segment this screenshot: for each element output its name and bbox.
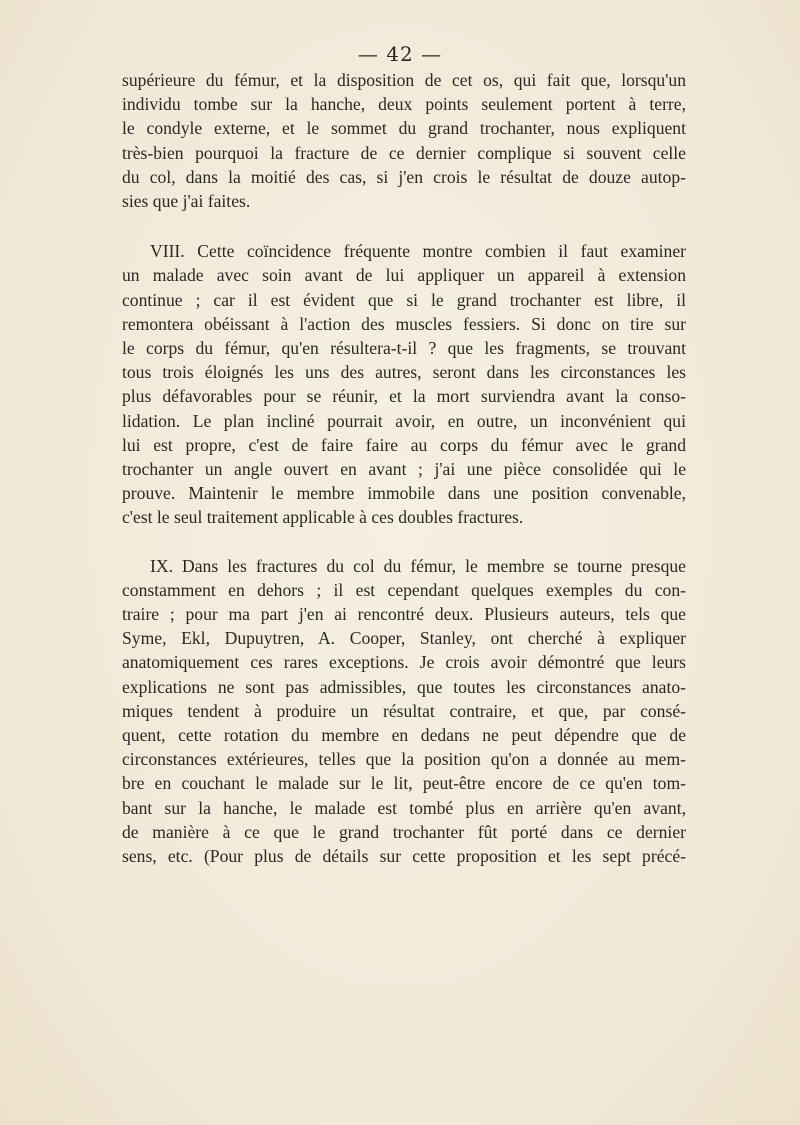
text-line: supérieure du fémur, et la disposition de cet os, qui fait que, lorsqu'un [122,70,686,90]
text-line: anatomiquement ces rares exceptions. Je crois avoir démontré que leurs [122,652,686,673]
text-line: lui est propre, c'est de faire faire au corps du fémur avec le grand [122,434,686,455]
text-line: un malade avec soin avant de lui appliquer un appareil à extension [122,265,686,286]
paragraph-ix [122,554,686,869]
text-line: très-bien pourquoi la fracture de ce dernier complique si souvent celle [122,142,686,163]
text-line: de manière à ce que le grand trochanter fût porté dans ce dernier [122,821,686,842]
text-line: continue ; car il est évident que si le grand trochanter est libre, il [122,289,686,310]
text-line: individu tombe sur la hanche, deux points seulement portent à terre, [122,94,686,115]
paragraph-viii [122,239,686,529]
text-line: VIII. Cette coïncidence fréquente montre combien il faut examiner [150,241,686,262]
text-line: remontera obéissant à l'action des muscles fessiers. Si donc on tire sur [122,313,686,334]
paragraph-1 [122,68,686,213]
page-number: — 42 — [357,42,443,66]
text-line: tous trois éloignés les uns des autres, seront dans les circonstances les [122,362,686,383]
text-line: miques tendent à produire un résultat contraire, et que, par consé- [122,700,686,721]
body-text [122,68,686,868]
text-line: sens, etc. (Pour plus de détails sur cette proposition et les sept précé- [122,846,686,867]
text-line: circonstances extérieures, telles que la position qu'on a donnée au mem- [122,749,686,770]
text-line: le corps du fémur, qu'en résultera-t-il ? que les fragments, se trouvant [122,338,686,359]
text-line: trochanter un angle ouvert en avant ; j'ai une pièce consolidée qui le [122,459,686,480]
text-line: traire ; pour ma part j'en ai rencontré deux. Plusieurs auteurs, tels que [122,604,686,625]
text-line: explications ne sont pas admissibles, que toutes les circonstances anato- [122,676,686,697]
text-line: Syme, Ekl, Dupuytren, A. Cooper, Stanley, ont cherché à expliquer [122,628,686,649]
text-line: quent, cette rotation du membre en dedans ne peut dépendre que de [122,725,686,746]
text-line: prouve. Maintenir le membre immobile dans une position convenable, [122,483,686,504]
text-line: constamment en dehors ; il est cependant quelques exemples du con- [122,579,686,600]
text-line: lidation. Le plan incliné pourrait avoir, en outre, un inconvénient qui [122,410,686,431]
text-line: c'est le seul traitement applicable à ces doubles fractures. [122,507,524,528]
text-line: bant sur la hanche, le malade est tombé plus en arrière qu'en avant, [122,797,686,818]
text-line: IX. Dans les fractures du col du fémur, le membre se tourne presque [150,555,686,576]
text-line: plus défavorables pour se réunir, et la mort surviendra avant la conso- [122,386,686,407]
text-line: sies que j'ai faites. [122,191,251,212]
text-line: le condyle externe, et le sommet du grand trochanter, nous expliquent [122,118,686,139]
text-line: du col, dans la moitié des cas, si j'en crois le résultat de douze autop- [122,166,686,187]
text-line: bre en couchant le malade sur le lit, peut-être encore de ce qu'en tom- [122,773,686,794]
